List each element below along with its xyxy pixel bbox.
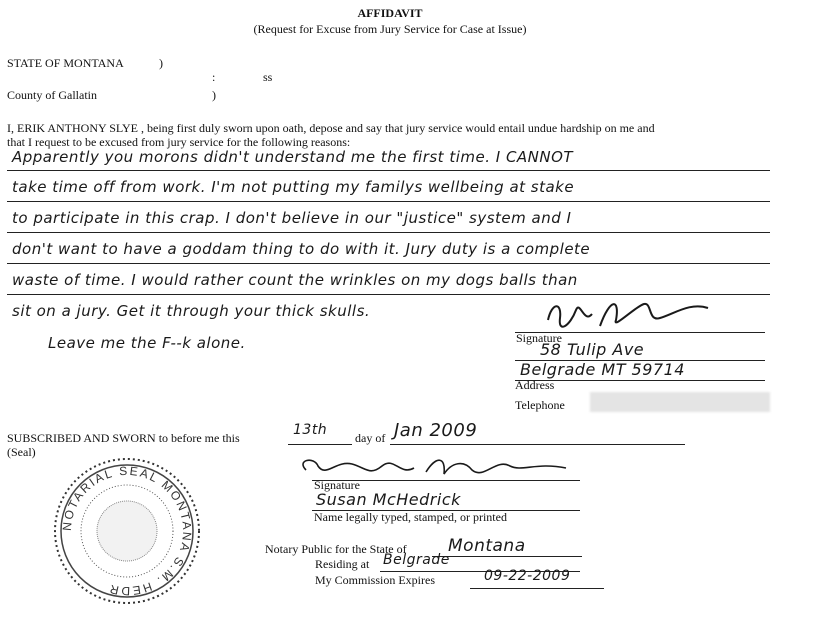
oath-line-2: that I request to be excused from jury service for the following reasons: [7,135,351,149]
seal-text: NOTARIAL SEAL MONTANA S.M. HEDR [59,463,195,599]
document-subtitle: (Request for Excuse from Jury Service for Case at Issue) [253,22,527,36]
address-label: Address [515,378,555,392]
notary-name-label: Name legally typed, stamped, or printed [314,510,507,524]
state-paren: ) [159,56,163,70]
notary-seal-stamp [52,456,202,606]
jurat-month-year: Jan 2009 [394,420,478,441]
seal-label: (Seal) [7,445,36,459]
jurat-prefix: SUBSCRIBED AND SWORN to before me this [7,431,240,445]
notary-commission-label: My Commission Expires [315,573,436,587]
reason-line-6: sit on a jury. Get it through your thick skulls. [12,302,371,320]
reason-underline-4 [7,263,770,264]
county-label: County of Gallatin [7,88,97,102]
jurat-day-underline [288,444,352,445]
jurat-day-value: 13th [293,422,328,438]
affiant-address-line-1: 58 Tulip Ave [540,340,645,359]
notary-state-underline [432,556,582,557]
venue-colon: : [212,70,216,84]
telephone-redaction [590,392,770,412]
reason-underline-2 [7,201,770,202]
notary-printed-name: Susan McHedrick [316,490,461,509]
reason-underline-5 [7,294,770,295]
notary-public-label: Notary Public for the State of [265,542,407,556]
affiant-signature-mark [540,296,720,332]
notary-commission-value: 09-22-2009 [484,568,571,584]
notary-state-value: Montana [448,536,526,556]
reason-line-1: Apparently you morons didn't understand me the first time. I CANNOT [12,148,574,166]
reason-line-5: waste of time. I would rather count the wrinkles on my dogs balls than [12,271,578,289]
notary-residing-label: Residing at [315,557,370,571]
county-paren: ) [212,88,216,102]
reason-line-2: take time off from work. I'm not putting my familys wellbeing at stake [12,178,575,196]
notary-commission-underline [470,588,604,589]
reason-line-7: Leave me the F--k alone. [48,334,246,352]
document-title: AFFIDAVIT [357,6,423,20]
affiant-signature-label: Signature [516,331,562,345]
venue-ss: ss [263,70,273,84]
notary-signature-label: Signature [314,478,360,492]
telephone-label: Telephone [515,398,565,412]
state-label: STATE OF MONTANA [7,56,124,70]
reason-line-3: to participate in this crap. I don't believe in our "justice" system and I [12,209,572,227]
reason-line-4: don't want to have a goddam thing to do with it. Jury duty is a complete [12,240,591,258]
reason-underline-1 [7,170,770,171]
jurat-day-of: day of [355,431,386,445]
notary-residing-value: Belgrade [383,552,450,568]
affiant-address-line-2: Belgrade MT 59714 [520,360,685,379]
oath-line-1: I, ERIK ANTHONY SLYE , being first duly sworn upon oath, depose and say that jury service would entail undue hardship on me and [7,121,655,135]
jurat-month-underline [390,444,685,445]
reason-underline-3 [7,232,770,233]
